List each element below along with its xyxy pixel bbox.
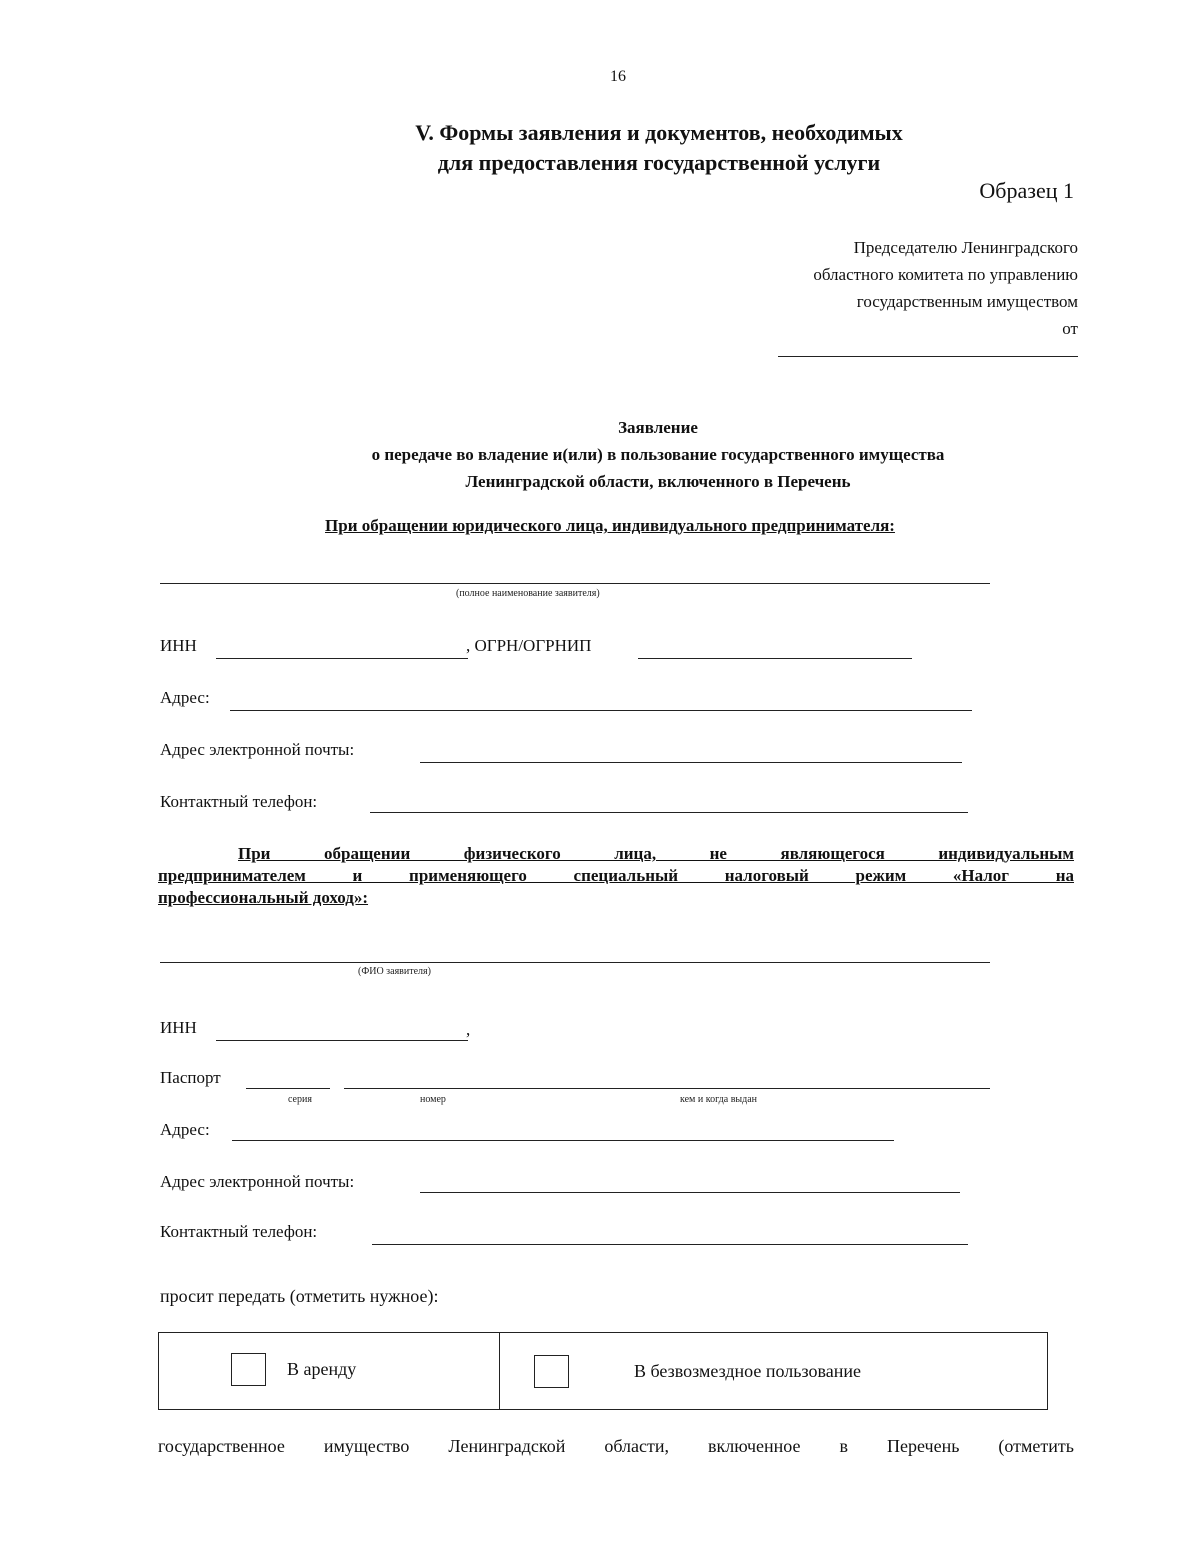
applicant-name-caption: (полное наименование заявителя) <box>456 588 600 599</box>
addressee-block <box>618 234 1078 342</box>
section-title-line: для предоставления государственной услуги <box>437 150 881 175</box>
email-field[interactable] <box>420 762 962 763</box>
page-number: 16 <box>610 68 626 85</box>
individual-email-field[interactable] <box>420 1192 960 1193</box>
application-title <box>200 414 1116 495</box>
addressee-line: областного комитета по управлению <box>813 265 1078 284</box>
rent-option-label: В аренду <box>287 1359 357 1379</box>
option-rent-cell <box>159 1333 500 1409</box>
free-use-option-label: В безвозмездное пользование <box>634 1361 861 1381</box>
passport-number-caption: номер <box>420 1094 446 1105</box>
passport-number-issued-field[interactable] <box>344 1088 990 1089</box>
individual-phone-label: Контактный телефон: <box>160 1222 318 1241</box>
application-title-line: о передаче во владение и(или) в пользование государственного имущества <box>371 445 945 464</box>
individual-phone-field[interactable] <box>372 1244 968 1245</box>
address-label: Адрес: <box>160 688 210 707</box>
option-free-use-cell <box>500 1333 1047 1409</box>
individual-email-label: Адрес электронной почты: <box>160 1172 355 1191</box>
individual-address-label: Адрес: <box>160 1120 210 1139</box>
passport-series-caption: серия <box>288 1094 312 1105</box>
phone-label: Контактный телефон: <box>160 792 318 811</box>
individual-heading-line: При обращении физического лица, не являющегося индивидуальным <box>238 844 1074 863</box>
addressee-from: от <box>1062 319 1078 338</box>
individual-heading <box>158 843 1074 909</box>
free-use-checkbox[interactable] <box>534 1355 569 1388</box>
individual-inn-field[interactable] <box>216 1040 468 1041</box>
address-field[interactable] <box>230 710 972 711</box>
individual-heading-line: предпринимателем и применяющего специальный налоговый режим «Налог на <box>158 866 1074 885</box>
email-label: Адрес электронной почты: <box>160 740 355 759</box>
phone-field[interactable] <box>370 812 968 813</box>
passport-label: Паспорт <box>160 1068 221 1087</box>
transfer-type-table <box>158 1332 1048 1410</box>
sample-label: Образец 1 <box>979 178 1074 203</box>
inn-field[interactable] <box>216 658 468 659</box>
ogrn-label: , ОГРН/ОГРНИП <box>466 636 592 655</box>
individual-address-field[interactable] <box>232 1140 894 1141</box>
applicant-name-field[interactable] <box>160 583 990 584</box>
section-title-line: V. Формы заявления и документов, необходимых <box>415 120 903 145</box>
addressee-line: государственным имуществом <box>856 292 1078 311</box>
passport-issued-caption: кем и когда выдан <box>680 1094 758 1105</box>
section-title <box>300 118 1018 178</box>
ogrn-field[interactable] <box>638 658 912 659</box>
applicant-fio-field[interactable] <box>160 962 990 963</box>
passport-series-field[interactable] <box>246 1088 330 1089</box>
applicant-fio-caption: (ФИО заявителя) <box>358 966 431 977</box>
individual-inn-suffix: , <box>466 1020 471 1039</box>
individual-inn-label: ИНН <box>160 1018 197 1037</box>
request-prompt: просит передать (отметить нужное): <box>160 1286 439 1306</box>
from-field-line[interactable] <box>778 356 1078 357</box>
request-tail-text: государственное имущество Ленинградской области, включенное в Перечень (отметить <box>158 1436 1074 1456</box>
addressee-line: Председателю Ленинградского <box>853 238 1078 257</box>
rent-checkbox[interactable] <box>231 1353 266 1386</box>
individual-heading-line: профессиональный доход»: <box>158 888 369 907</box>
inn-label: ИНН <box>160 636 197 655</box>
application-title-line: Заявление <box>618 418 698 437</box>
application-title-line: Ленинградской области, включенного в Перечень <box>465 472 851 491</box>
legal-entity-heading: При обращении юридического лица, индивидуального предпринимателя: <box>325 516 895 535</box>
